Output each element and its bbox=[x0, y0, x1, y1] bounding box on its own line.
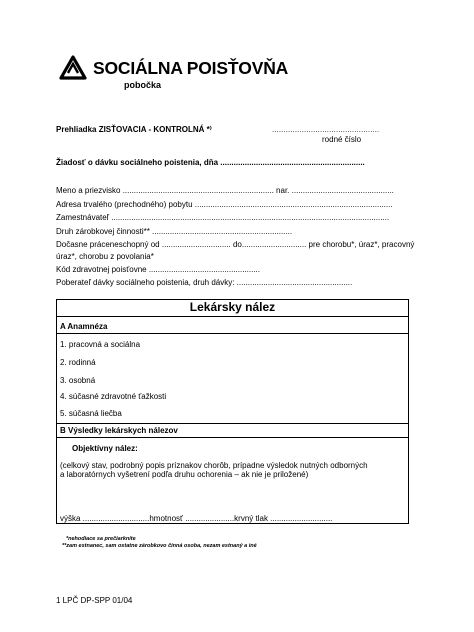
divider bbox=[56, 437, 409, 438]
insurer-code-row[interactable]: Kód zdravotnej poisťovne .................................................. bbox=[56, 265, 260, 274]
objective-note-line2: a laboratórnych vyšetrení podľa druhu ochorenia – ak nie je priložené) bbox=[60, 470, 309, 479]
anamnesis-item-complaints[interactable]: 4. súčasné zdravotné ťažkosti bbox=[60, 392, 167, 401]
objective-finding-label: Objektívny nález: bbox=[72, 444, 138, 453]
anamnesis-item-work[interactable]: 1. pracovná a sociálna bbox=[60, 340, 141, 349]
benefit-row[interactable]: Poberateľ dávky sociálneho poistenia, druh dávky: .................................................... bbox=[56, 278, 353, 287]
divider bbox=[56, 333, 409, 334]
measurements-row[interactable]: výška ..............................hmotnosť ......................krvný tlak ............................ bbox=[60, 514, 333, 523]
section-a-heading: A Anamnéza bbox=[60, 322, 108, 331]
divider bbox=[56, 423, 409, 424]
address-row[interactable]: Adresa trvalého (prechodného) pobytu ......................................................................................... bbox=[56, 200, 393, 209]
anamnesis-item-family[interactable]: 2. rodinná bbox=[60, 358, 96, 367]
employer-row[interactable]: Zamestnávateľ ............................................................................................................................. bbox=[56, 213, 390, 222]
occupation-row[interactable]: Druh zárobkovej činnosti** ............................................................... bbox=[56, 227, 293, 236]
request-line[interactable]: Žiadosť o dávku sociálneho poistenia, dňa ................................................................. bbox=[56, 158, 365, 167]
objective-note-line1: (celkový stav, podrobný popis príznakov chorôb, prípadne výsledok nutných odborných bbox=[60, 461, 368, 470]
medical-report-title: Lekársky nález bbox=[56, 299, 409, 317]
footnote-cross-out: *nehodiace sa prečiarknite bbox=[66, 536, 136, 542]
section-b-heading: B Výsledky lekárskych nálezov bbox=[60, 426, 178, 435]
name-row[interactable]: Meno a priezvisko .................................................................... nar. .............................................. bbox=[56, 186, 394, 195]
social-insurance-logo-icon bbox=[58, 54, 88, 80]
anamnesis-item-personal[interactable]: 3. osobná bbox=[60, 376, 96, 385]
form-code: 1 LPČ DP-SPP 01/04 bbox=[56, 596, 133, 605]
incapacity-row[interactable]: Dočasne práceneschopný od ............................... do............................. pre chorobu*, úraz*, pracovný bbox=[56, 240, 415, 249]
footnote-employee: **zam estnanec, sam ostatne zárobkovo činná osoba, nezam estnaný a iné bbox=[62, 543, 257, 549]
anamnesis-item-treatment[interactable]: 5. súčasná liečba bbox=[60, 409, 122, 418]
incapacity-row-cont: úraz*, chorobu z povolania* bbox=[56, 252, 154, 261]
exam-type-line: Prehliadka ZISŤOVACIA - KONTROLNÁ *⁾ bbox=[56, 125, 212, 134]
birth-number-field[interactable]: ............................................... bbox=[272, 125, 380, 134]
brand-name: SOCIÁLNA POISŤOVŇA bbox=[93, 58, 289, 78]
branch-label: pobočka bbox=[124, 80, 162, 90]
birth-number-label: rodné číslo bbox=[322, 135, 362, 144]
